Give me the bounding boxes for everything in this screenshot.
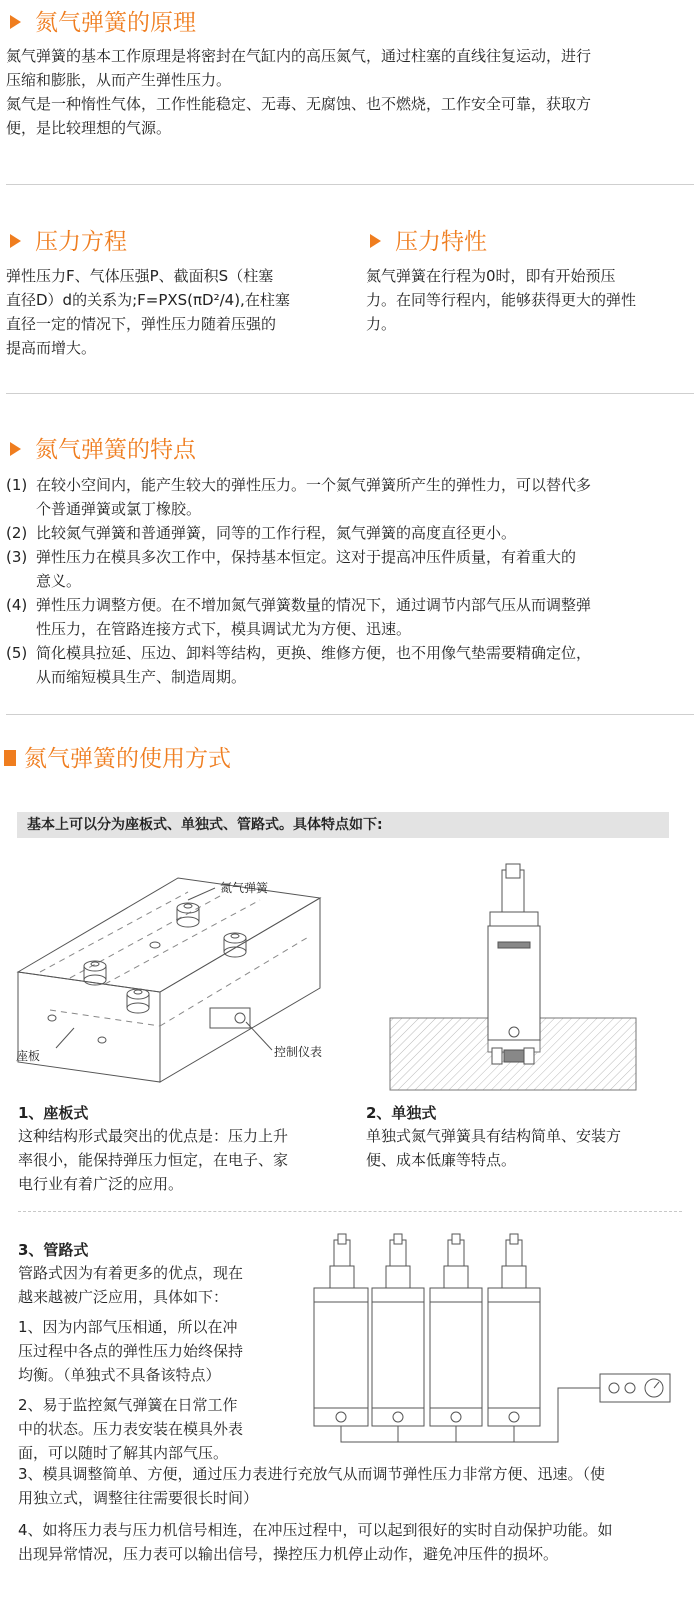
equation-title: 压力方程 — [10, 227, 127, 257]
triangle-bullet-icon — [370, 234, 381, 248]
triangle-bullet-icon — [10, 15, 21, 29]
feature-item: (5) 简化模具拉延、压边、卸料等结构，更换、维修方便，也不用像气垫需要精确定位， 从而缩短模具生产、制造周期。 — [6, 644, 592, 686]
characteristic-title: 压力特性 — [370, 227, 487, 257]
plate-type-title: 1、座板式 — [18, 1104, 89, 1122]
triangle-bullet-icon — [10, 234, 21, 248]
principle-title: 氮气弹簧的原理 — [10, 8, 196, 38]
pipe-type-point4: 4、如将压力表与压力机信号相连，在冲压过程中，可以起到很好的实时自动保护功能。如 出现异常情况，压力表可以输出信号，操控压力机停止动作，避免冲压件的损坏。 — [18, 1521, 613, 1563]
equation-line: 提高而增大。 — [6, 339, 97, 357]
principle-text — [6, 44, 696, 140]
pressure-gauge-icon — [600, 1374, 670, 1402]
feature-item: (4) 弹性压力调整方便。在不增加氮气弹簧数量的情况下，通过调节内部气压从而调整弹 性压力，在管路连接方式下，模具调试尤为方便、迅速。 — [6, 596, 592, 638]
feature-item: (3) 弹性压力在模具多次工作中，保持基本恒定。这对于提高冲压件质量，有着重大的 意义。 — [6, 548, 577, 590]
pipe-type-block: 3、管路式 管路式因为有着更多的优点，现在 越来越被广泛应用，具体如下： 1、因为内部气压相通，所以在冲 压过程中各点的弹性压力始终保持 均衡。（单独式不具备该特点） 2、易于监控氮气弹簧在日常工作 中的状态。压力表安装在模具外表 面，可以随时了解其内部气压。 — [18, 1239, 308, 1465]
divider — [6, 714, 694, 715]
equation-line: 弹性压力F、气体压强P、截面积S（柱塞 — [6, 267, 274, 285]
triangle-bullet-icon — [10, 442, 21, 456]
principle-line: 氮气是一种惰性气体，工作性能稳定、无毒、无腐蚀、也不燃烧，工作安全可靠，获取方 — [6, 95, 592, 113]
equation-text — [6, 264, 336, 360]
feature-item: (1) 在较小空间内，能产生较大的弹性压力。一个氮气弹簧所产生的弹性力，可以替代多 个普通弹簧或氯丁橡胶。 — [6, 476, 592, 518]
pipe-type-diagram — [300, 1232, 696, 1460]
characteristic-line: 力。 — [366, 315, 397, 333]
label-spring: 氮气弹簧 — [220, 881, 269, 895]
usage-title: 氮气弹簧的使用方式 — [4, 744, 231, 774]
plate-type-diagram — [10, 860, 340, 1090]
cylinder — [430, 1234, 482, 1426]
single-type-title: 2、单独式 — [366, 1104, 437, 1122]
cylinder — [372, 1234, 424, 1426]
pipe-type-title: 3、管路式 — [18, 1241, 89, 1259]
divider — [6, 184, 694, 185]
usage-intro-bar: 基本上可以分为座板式、单独式、管路式。具体特点如下: — [17, 812, 669, 838]
label-gauge: 控制仪表 — [274, 1045, 323, 1059]
dashed-divider — [18, 1211, 682, 1212]
cylinder — [488, 1234, 540, 1426]
characteristic-line: 氮气弹簧在行程为0时，即有开始预压 — [366, 267, 616, 285]
features-list — [6, 473, 696, 689]
divider — [6, 393, 694, 394]
cylinder — [314, 1234, 368, 1426]
characteristic-text — [366, 264, 692, 336]
principle-line: 压缩和膨胀，从而产生弹性压力。 — [6, 71, 232, 89]
features-title: 氮气弹簧的特点 — [10, 435, 196, 465]
plate-type-block: 1、座板式 这种结构形式最突出的优点是：压力上升 率很小，能保持弹压力恒定，在电子、家 电行业有着广泛的应用。 — [18, 1102, 338, 1196]
characteristic-line: 力。在同等行程内，能够获得更大的弹性 — [366, 291, 637, 309]
equation-line: 直径一定的情况下，弹性压力随着压强的 — [6, 315, 277, 333]
single-type-block: 2、单独式 单独式氮气弹簧具有结构简单、安装方 便、成本低廉等特点。 — [366, 1102, 696, 1172]
square-bullet-icon — [4, 750, 16, 766]
principle-line: 便，是比较理想的气源。 — [6, 119, 172, 137]
equation-line: 直径D）d的关系为;F=PXS(πD²/4),在柱塞 — [6, 291, 290, 309]
single-type-diagram — [388, 862, 638, 1092]
feature-item: (2) 比较氮气弹簧和普通弹簧，同等的工作行程，氮气弹簧的高度直径更小。 — [6, 524, 517, 542]
label-plate: 座板 — [16, 1049, 41, 1063]
principle-line: 氮气弹簧的基本工作原理是将密封在气缸内的高压氮气，通过柱塞的直线往复运动，进行 — [6, 47, 592, 65]
pipe-type-point3: 3、模具调整简单、方便，通过压力表进行充放气从而调节弹性压力非常方便、迅速。（使 用独立式，调整往往需要很长时间） — [18, 1465, 606, 1507]
